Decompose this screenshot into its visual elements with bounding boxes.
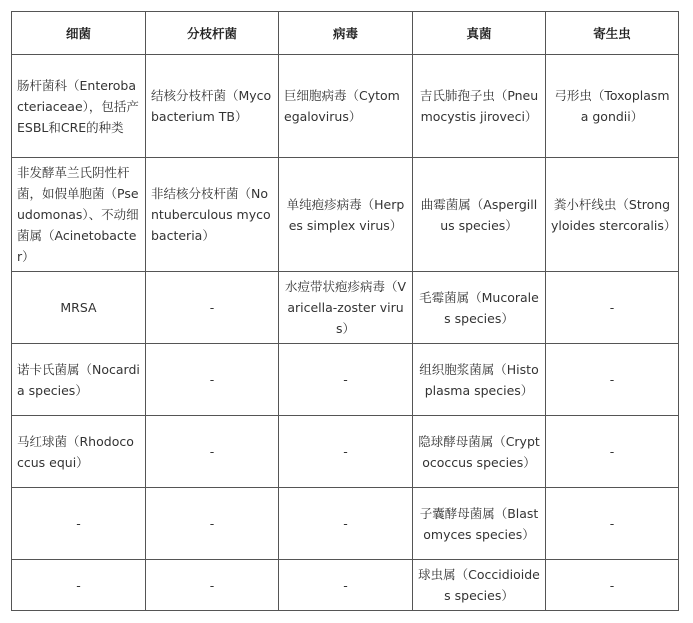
table-cell: -: [146, 488, 279, 560]
table-cell: -: [146, 272, 279, 344]
table-cell: -: [546, 488, 679, 560]
table-row: [12, 344, 679, 416]
table-cell: 肠杆菌科（Enterobacteriaceae），包括产ESBL和CRE的种类: [12, 55, 146, 158]
table-cell: -: [12, 488, 146, 560]
table-cell: 球虫属（Coccidioides species）: [413, 560, 546, 611]
header-mycobacteria: 分枝杆菌: [146, 12, 279, 55]
table-cell: -: [546, 272, 679, 344]
table-cell: 马红球菌（Rhodococcus equi）: [12, 416, 146, 488]
table-cell: -: [279, 344, 413, 416]
table-cell: 水痘带状疱疹病毒（Varicella-zoster virus）: [279, 272, 413, 344]
table-cell: 曲霉菌属（Aspergillus species）: [413, 158, 546, 272]
table-cell: -: [279, 416, 413, 488]
table-cell: 子囊酵母菌属（Blastomyces species）: [413, 488, 546, 560]
table-cell: 结核分枝杆菌（Mycobacterium TB）: [146, 55, 279, 158]
table-cell: -: [279, 560, 413, 611]
header-bacteria: 细菌: [12, 12, 146, 55]
header-row: [12, 12, 679, 55]
table-cell: 弓形虫（Toxoplasma gondii）: [546, 55, 679, 158]
table-cell: 诺卡氏菌属（Nocardia species）: [12, 344, 146, 416]
table-row: [12, 488, 679, 560]
table-cell: MRSA: [12, 272, 146, 344]
table-cell: 巨细胞病毒（Cytomegalovirus）: [279, 55, 413, 158]
table-cell: 隐球酵母菌属（Cryptococcus species）: [413, 416, 546, 488]
table-cell: 非发酵革兰氏阴性杆菌，如假单胞菌（Pseudomonas）、不动细菌属（Acinetobacter）: [12, 158, 146, 272]
table-row: [12, 272, 679, 344]
table-cell: 粪小杆线虫（Strongyloides stercoralis）: [546, 158, 679, 272]
header-fungi: 真菌: [413, 12, 546, 55]
table-cell: -: [12, 560, 146, 611]
table-cell: 吉氏肺孢子虫（Pneumocystis jiroveci）: [413, 55, 546, 158]
table-row: [12, 560, 679, 611]
table-cell: 单纯疱疹病毒（Herpes simplex virus）: [279, 158, 413, 272]
table-row: [12, 55, 679, 158]
table-cell: -: [146, 344, 279, 416]
table-row: [12, 158, 679, 272]
table-cell: -: [546, 416, 679, 488]
pathogen-table: [11, 11, 679, 611]
header-virus: 病毒: [279, 12, 413, 55]
table-cell: -: [546, 344, 679, 416]
table-cell: -: [546, 560, 679, 611]
table-cell: 非结核分枝杆菌（Nontuberculous mycobacteria）: [146, 158, 279, 272]
header-parasite: 寄生虫: [546, 12, 679, 55]
table-cell: 毛霉菌属（Mucorales species）: [413, 272, 546, 344]
table-cell: -: [146, 416, 279, 488]
table-cell: -: [279, 488, 413, 560]
table-cell: 组织胞浆菌属（Histoplasma species）: [413, 344, 546, 416]
table-cell: -: [146, 560, 279, 611]
table-row: [12, 416, 679, 488]
